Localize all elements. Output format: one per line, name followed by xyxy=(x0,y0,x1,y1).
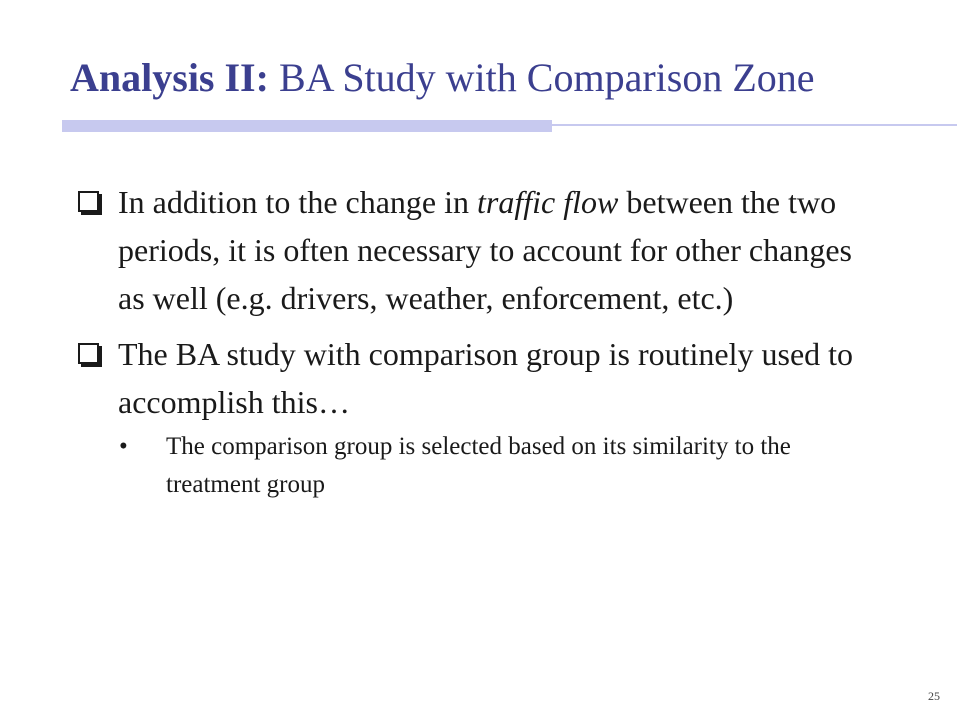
slide-title-bold: Analysis II: xyxy=(70,55,269,100)
sub-bullet-list xyxy=(118,428,878,504)
bullet-2-text: The BA study with comparison group is routinely used to accomplish this… xyxy=(118,336,854,420)
bullet-1-text-before: In addition to the change in xyxy=(118,184,478,220)
sub-bullet-item-1 xyxy=(118,428,878,504)
page-number: 25 xyxy=(928,689,940,703)
sub-bullet-1-text: The comparison group is selected based on its similarity to the treatment group xyxy=(166,433,791,498)
bullet-dot-icon: • xyxy=(119,433,128,460)
bullet-1-text-after: between the two periods, it is often necessary to account for other changes as well (e.g. drivers, weather, enforcement, etc.) xyxy=(118,184,852,316)
checkbox-square-icon xyxy=(78,191,99,212)
title-underline-thin xyxy=(552,124,957,126)
checkbox-square-icon xyxy=(78,343,99,364)
bullet-1-text xyxy=(118,184,852,316)
bullet-item-1 xyxy=(78,178,878,322)
bullet-1-text-italic: traffic flow xyxy=(477,184,619,220)
bullet-item-2 xyxy=(78,330,878,504)
slide-title xyxy=(70,56,815,100)
bullet-list xyxy=(78,178,878,512)
title-underline-thick xyxy=(62,120,552,132)
slide-title-rest: BA Study with Comparison Zone xyxy=(278,55,815,100)
title-underline xyxy=(62,120,957,132)
